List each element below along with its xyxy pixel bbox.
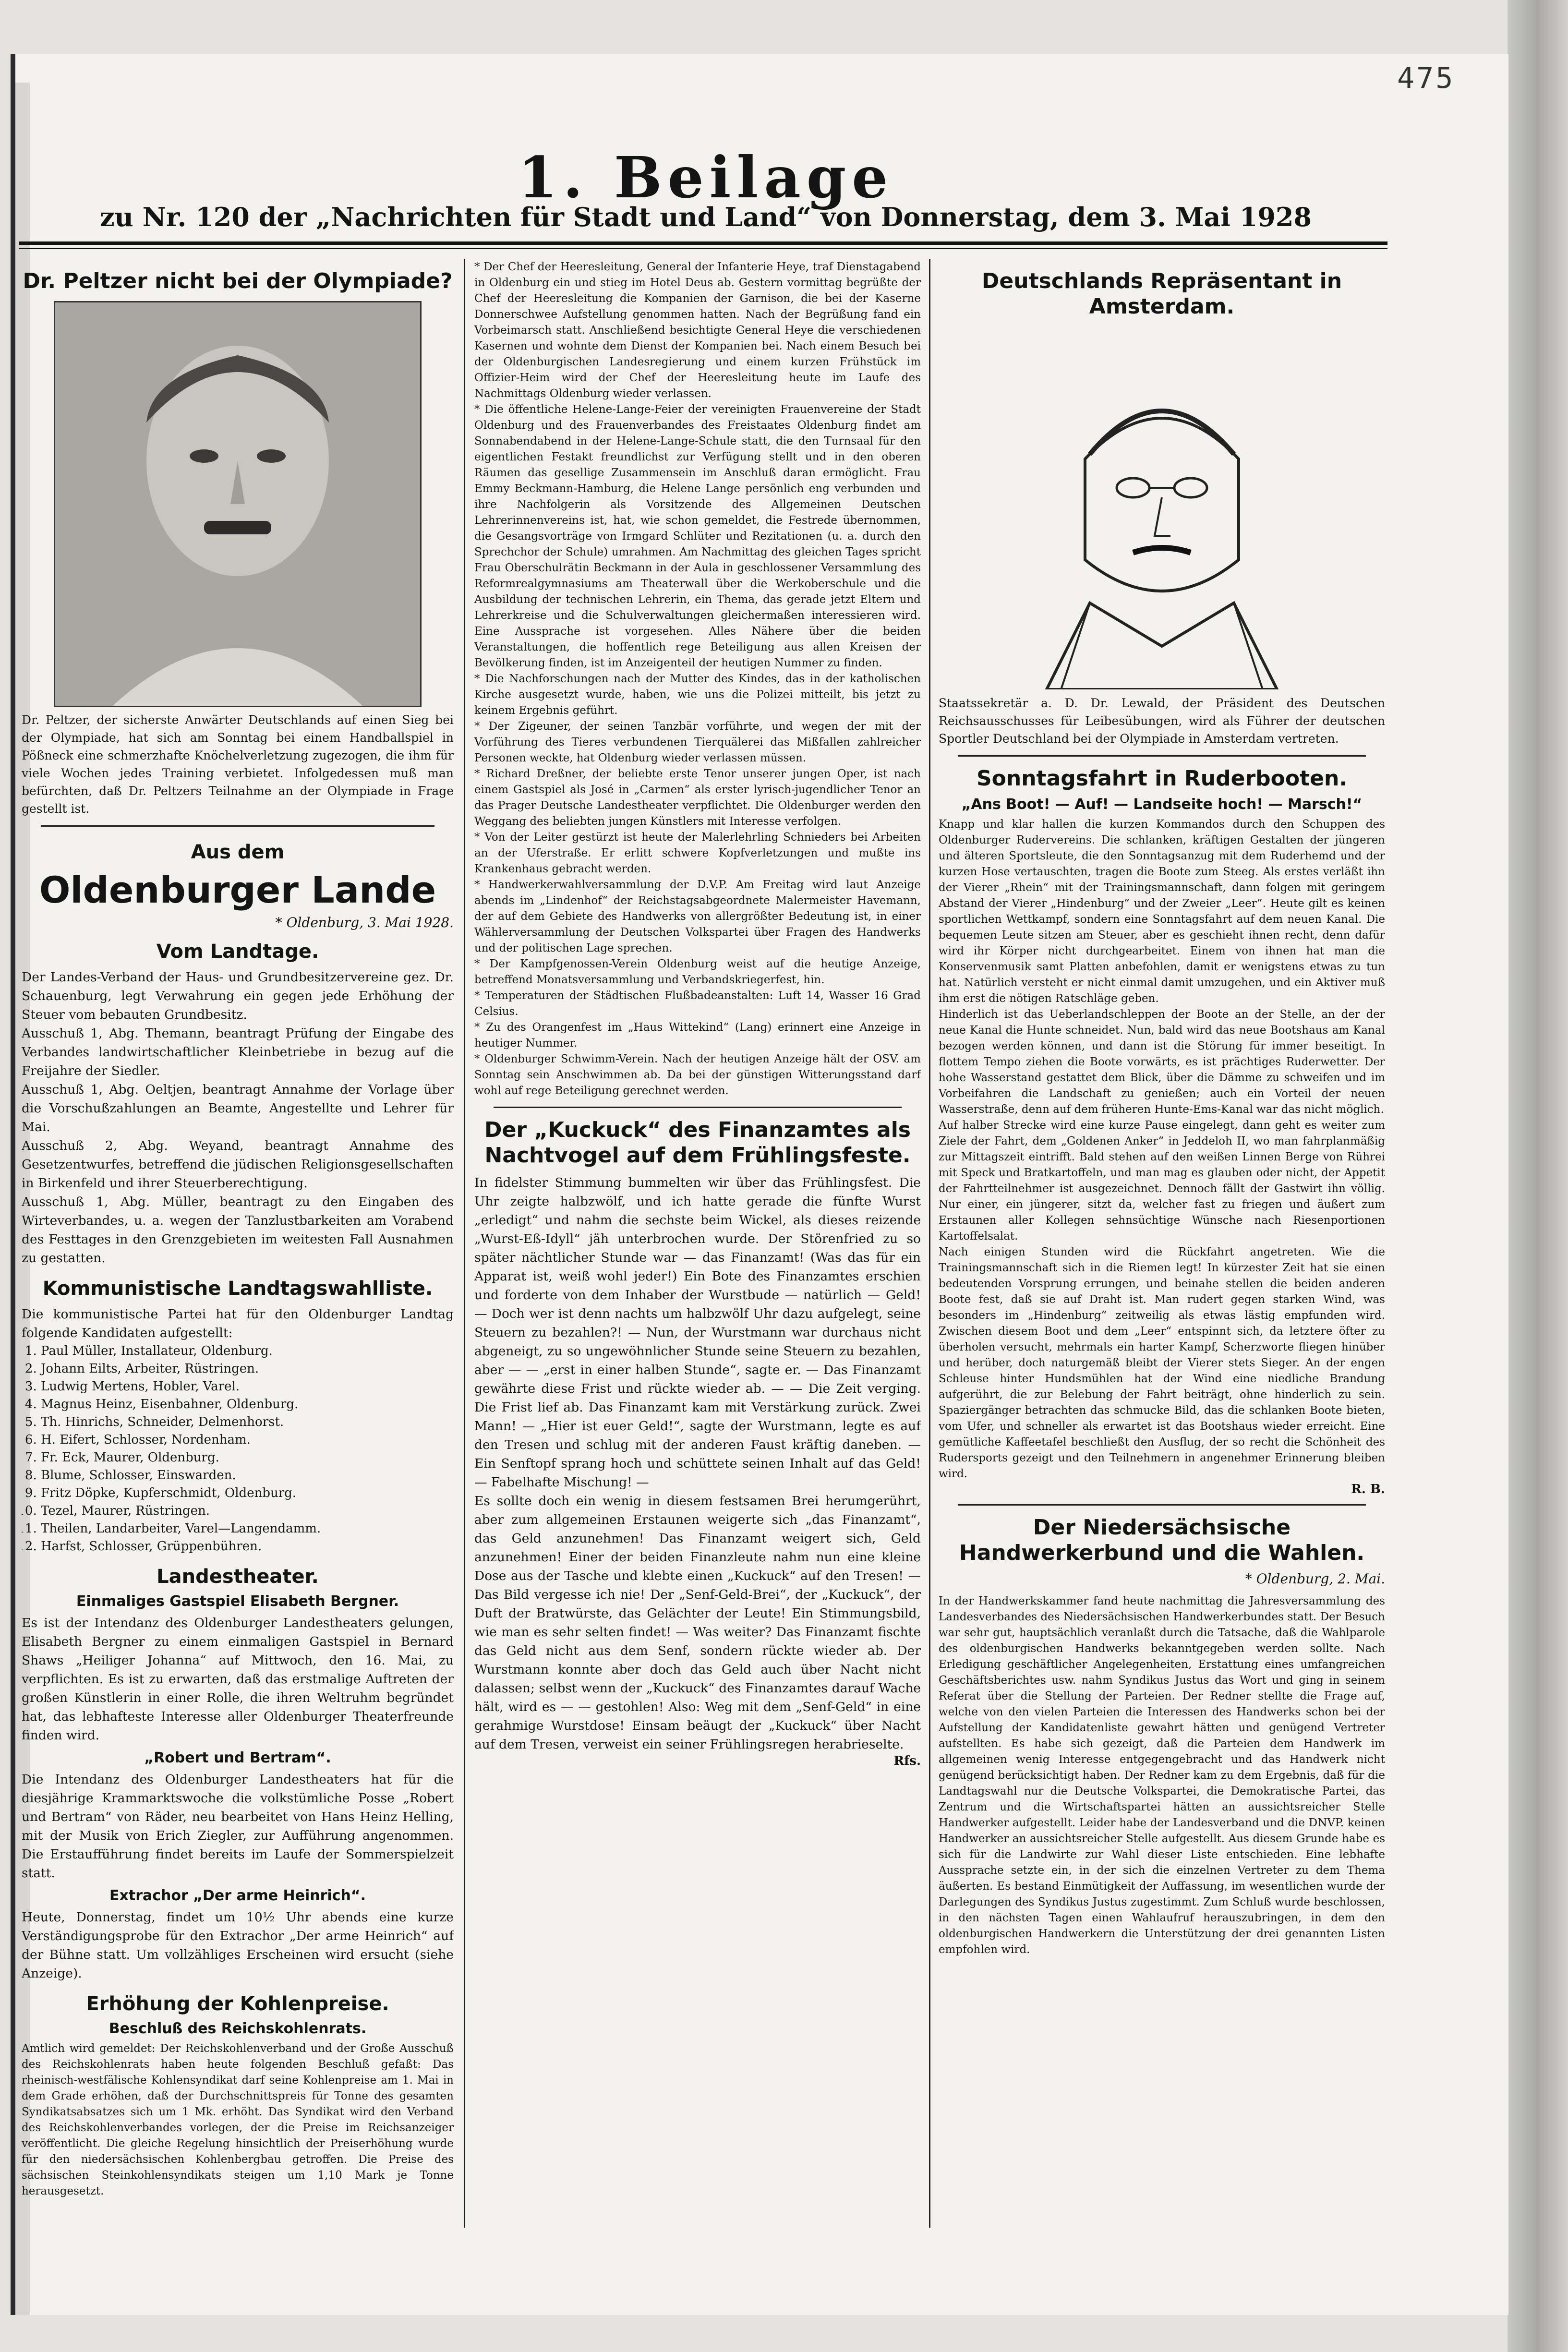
article-headline: Kommunistische Landtagswahlliste. <box>42 1277 433 1300</box>
article-paragraph: In fidelster Stimmung bummelten wir über das Frühlingsfest. Die Uhr zeigte halbzwölf, und ich hatte gerade die fünfte Wurst „erledigt“ und nahm die sechste beim Wickel, als dieses reizende „Wurst-Eß-Idyll“ jäh unterbrochen wurde. Der Störenfried zu so später nächtlicher Stunde war — das Finanzamt! (Was das für ein Apparat ist, weiß wohl jeder!) Ein Bote des Finanzamtes erschien und forderte von dem Inhaber der Wurstbude — natürlich — Geld! — Doch wer ist denn nachts um halbzwölf Uhr dazu aufgelegt, seine Steuern zu bezahlen?! — Nun, der Wurstmann war durchaus nicht abgeneigt, zu so ungewöhnlicher Stunde seine Steuern zu bezahlen, aber — — „erst in einer halben Stunde“, sagte er. — Das Finanzamt gewährte diese Frist und rückte wieder ab. — — Die Zeit verging. Die Frist lief ab. Das Finanzamt kam mit Verstärkung zurück. Zwei Mann! — „Hier ist euer Geld!“, sagte der Wurstmann, legte es auf den Tresen und schlug mit der anderen Faust kräftig daneben. — Ein Senftopf sprang hoch und schüttete seinen Inhalt auf das Geld! — Fabelhafte Mischung! — <box>474 1175 921 1490</box>
list-item: 4. Magnus Heinz, Eisenbahner, Oldenburg. <box>41 1396 454 1413</box>
column-divider <box>929 259 930 2228</box>
article-headline: Sonntagsfahrt in Ruderbooten. <box>976 766 1348 791</box>
article-paragraph: * Handwerkerwahlversammlung der D.V.P. Am Freitag wird laut Anzeige abends im „Lindenhof“ der Reichstagsabgeordnete Malermeister Havemann, der auf dem Gebiete des Handwerks von allergrößter Bedeutung ist, in einer Wählerversammlung der Deutschen Volkspartei über Fragen des Handwerks und der politischen Lage sprechen. <box>474 879 921 954</box>
section-title: Oldenburger Lande <box>39 868 436 911</box>
article-paragraph: * Oldenburger Schwimm-Verein. Nach der heutigen Anzeige hält der OSV. am Sonntag sein Anschwimmen ab. Da bei der günstigen Witterungsstand darf wohl auf rege Beteiligung gerechnet werden. <box>474 1053 921 1097</box>
article-paragraph: Es ist der Intendanz des Oldenburger Landestheaters gelungen, Elisabeth Bergner zu einem einmaligen Gastspiel in Bernard Shaws „Heiliger Johanna“ auf Mittwoch, den 16. Mai, zu verpflichten. Es ist zu erwarten, daß das erstmalige Auftreten der großen Künstlerin in einer Rolle, die ihren Weltruhm begründet hat, das lebhafteste Interesse aller Oldenburger Theaterfreunde finden wird. <box>22 1615 454 1743</box>
article-paragraph: Auf halber Strecke wird eine kurze Pause eingelegt, dann geht es weiter zum Ziele der Fahrt, dem „Goldenen Anker“ in Jeddeloh II, wo man fahrplanmäßig zur Mittagszeit eintrifft. Bald stehen auf den weißen Linnen Berge von Rührei mit Speck und Bratkartoffeln, und man mag es glauben oder nicht, der Appetit der Fahrtteilnehmer ist ausgezeichnet. Dennoch fällt der Gastwirt ihn völlig. Nur einer, ein jüngerer, sitzt da, welcher fast zu friegen und äußert zum Erstaunen aller Kollegen sehnsüchtige Wünsche nach Riesenportionen Kartoffelsalat. <box>939 1119 1385 1243</box>
article-subheadline: Beschluß des Reichskohlenrats. <box>109 2020 367 2037</box>
article-paragraph: * Temperaturen der Städtischen Flußbadeanstalten: Luft 14, Wasser 16 Grad Celsius. <box>474 989 921 1018</box>
portrait-image <box>55 302 420 706</box>
article-subheadline: „Ans Boot! — Auf! — Landseite hoch! — Marsch!“ <box>961 796 1363 813</box>
portrait-photo-peltzer <box>54 301 422 707</box>
book-spine-edge <box>1508 0 1568 2352</box>
list-item: 3. Ludwig Mertens, Hobler, Varel. <box>41 1378 454 1396</box>
candidate-list <box>22 1342 454 1556</box>
list-item: 10. Tezel, Maurer, Rüstringen. <box>41 1502 454 1520</box>
article-subheadline: „Robert und Bertram“. <box>144 1749 331 1766</box>
page-number: 475 <box>1397 61 1455 95</box>
list-item: 5. Th. Hinrichs, Schneider, Delmenhorst. <box>41 1413 454 1431</box>
article-headline: Dr. Peltzer nicht bei der Olympiade? <box>23 269 453 293</box>
author-signature: Rfs. <box>893 1753 921 1768</box>
sketch-image <box>989 334 1335 689</box>
article-paragraph: Knapp und klar hallen die kurzen Kommandos durch den Schuppen des Oldenburger Rudervereins. Die schlanken, kräftigen Gestalten der jüngeren und älteren Sportsleute, die den Sonntagsanzug mit dem Ruderhemd und der kurzen Hose vertauschten, tragen die Boote zum Steeg. Als erstes verläßt ihn der Vierer „Rhein“ mit der Trainingsmannschaft, dann folgen mit geringem Abstand der Vierer „Hindenburg“ und der Zweier „Leer“. Heute gilt es keinen sportlichen Wettkampf, sondern eine Sonntagsfahrt auf dem neuen Kanal. Die bequemen Leute sitzen am Steuer, aber es geschieht ihnen recht, denn dafür wird ihr Körper nicht durchgearbeitet. Einem von ihnen hat man die Konservenmusik samt Platten anbefohlen, damit er wenigstens etwas zu tun hat. Natürlich versteht er nicht einmal damit umzugehen, und ein Aktiver muß ihm erst die nötigen Ratschläge geben. <box>939 818 1385 1005</box>
article-paragraph: Es sollte doch ein wenig in diesem festsamen Brei herumgerührt, aber zum allgemeinen Erstaunen weigerte sich „das Finanzamt“, das Geld anzunehmen! Das Finanzamt weigert sich, Geld anzunehmen! Einer der beiden Finanzleute nahm nun eine kleine Dose aus der Tasche und klebte einen „Kuckuck“ auf den Tresen! — Das Bild vergesse ich nie! Der „Senf-Geld-Brei“, der „Kuckuck“, der Duft der Bratwürste, das Gelächter der Leute! Ein Stimmungsbild, wie man es sehr selten findet! — Was weiter? Das Finanzamt fischte das Geld nicht aus dem Senf, sondern rückte wieder ab. Der Wurstmann konnte aber doch das Geld auch über Nacht nicht dalassen; selbst wenn der „Kuckuck“ des Finanzamtes darauf Wache hält, wird es — — gestohlen! Also: Weg mit dem „Senf-Geld“ in eine gerahmige Wurstdose! Einsam beäugt der „Kuckuck“ über Nacht auf dem Tresen, verweist ein seiner Frühlingsregen herabrieselte. <box>474 1493 921 1752</box>
list-item: 2. Johann Eilts, Arbeiter, Rüstringen. <box>41 1360 454 1378</box>
list-item: 12. Harfst, Schlosser, Grüppenbühren. <box>41 1538 454 1556</box>
article-paragraph: Hinderlich ist das Ueberlandschleppen der Boote an der Stelle, an der der neue Kanal die Hunte schneidet. Nun, bald wird das neue Bootshaus am Kanal bezogen werden können, und dann ist die Störung für immer beseitigt. In flottem Tempo ziehen die Boote vorwärts, es ist prächtiges Ruderwetter. Der hohe Wasserstand gestattet dem Blick, über die Dämme zu schweifen und im Vorbeifahren die Landschaft zu genießen; auch ein Vorteil der neuen Wasserstraße, denn auf dem früheren Hunte-Ems-Kanal war das nicht möglich. <box>939 1008 1385 1116</box>
masthead-rule-thin <box>19 248 1387 249</box>
masthead-subtitle: zu Nr. 120 der „Nachrichten für Stadt und Land“ von Donnerstag, dem 3. Mai 1928 <box>99 202 1312 232</box>
list-item: 9. Fritz Döpke, Kupferschmidt, Oldenburg. <box>41 1484 454 1502</box>
article-paragraph: * Zu des Orangenfest im „Haus Wittekind“ (Lang) erinnert eine Anzeige in heutiger Nummer. <box>474 1021 921 1049</box>
list-item: 6. H. Eifert, Schlosser, Nordenham. <box>41 1431 454 1449</box>
article-headline: Landestheater. <box>157 1565 319 1588</box>
article-paragraph: Die kommunistische Partei hat für den Oldenburger Landtag folgende Kandidaten aufgestellt: <box>22 1306 454 1340</box>
article-headline: Der „Kuckuck“ des Finanzamtes als Nachtvogel auf dem Frühlingsfeste. <box>484 1118 911 1168</box>
sketch-caption: Staatssekretär a. D. Dr. Lewald, der Präsident des Deutschen Reichsausschusses für Leibesübungen, wird als Führer der deutschen Sportler Deutschland bei der Olympiade in Amsterdam vertreten. <box>939 696 1385 746</box>
article-paragraph: * Von der Leiter gestürzt ist heute der Malerlehrling Schnieders bei Arbeiten an der Uferstraße. Er erlitt schwere Kopfverletzungen und mußte ins Krankenhaus gebracht werden. <box>474 831 921 875</box>
article-paragraph: * Der Zigeuner, der seinen Tanzbär vorführte, und wegen der mit der Vorführung des Tieres verbundenen Tierquälerei das Mißfallen zahlreicher Personen weckte, hat Oldenburg wieder verlassen müssen. <box>474 720 921 764</box>
section-kicker: Aus dem <box>191 841 285 863</box>
article-paragraph: * Die Nachforschungen nach der Mutter des Kindes, das in der katholischen Kirche ausgesetzt wurde, haben, wie uns die Polizei mitteilt, bis jetzt zu keinem Ergebnis geführt. <box>474 673 921 717</box>
article-paragraph: Ausschuß 1, Abg. Müller, beantragt zu den Eingaben des Wirteverbandes, u. a. wegen der Tanzlustbarkeiten am Vorabend des Festtages in den Grenzgebieten im weitesten Fall Ausnahmen zu gestatten. <box>22 1194 454 1266</box>
article-paragraph: * Der Chef der Heeresleitung, General der Infanterie Heye, traf Dienstagabend in Oldenburg ein und stieg im Hotel Deus ab. Gestern vormittag begrüßte der Chef der Heeresleitung die Kompanien der Garnison, die bei der Kaserne Donnerschwee Aufstellung genommen hatten. Nach der Begrüßung fand ein Vorbeimarsch statt. Anschließend besichtigte General Heye die verschiedenen Kasernen und wohnte dem Dienst der Kompanien bei. Nach einem Besuch bei der Oldenburgischen Landesregierung und einem kurzen Frühstück im Offizier-Heim wird der Chef der Heeresleitung heute im Laufe des Nachmittags Oldenburg wieder verlassen. <box>474 261 921 400</box>
masthead-rule <box>19 241 1387 245</box>
article-paragraph: Der Landes-Verband der Haus- und Grundbesitzervereine gez. Dr. Schauenburg, legt Verwahrung ein gegen jede Erhöhung der Steuer vom bebauten Grundbesitz. <box>22 969 454 1022</box>
list-item: 8. Blume, Schlosser, Einswarden. <box>41 1467 454 1484</box>
article-paragraph: Amtlich wird gemeldet: Der Reichskohlenverband und der Große Ausschuß des Reichskohlenrats haben heute folgenden Beschluß gefaßt: Das rheinisch-westfälische Kohlensyndikat darf seine Kohlenpreise am 1. Mai in dem Grade erhöhen, daß der Durchschnittspreis für Tonne des gesamten Syndikatsabsatzes sich um 1 Mk. erhöht. Das Syndikat wird den Verband des Reichskohlenverbandes vorlegen, der die Preise im Reichsanzeiger veröffentlicht. Die gleiche Regelung hinsichtlich der Preiserhöhung wurde für den niedersächsischen Kohlenbergbau getroffen. Die Preise des sächsischen Steinkohlensyndikats steigen um 1,10 Mark je Tonne herausgesetzt. <box>22 2042 454 2197</box>
article-paragraph: Ausschuß 1, Abg. Themann, beantragt Prüfung der Eingabe des Verbandes landwirtschaftlicher Kleinbetriebe in bezug auf die Freijahre der Siedler. <box>22 1025 454 1078</box>
article-headline: Vom Landtage. <box>156 940 319 963</box>
article-paragraph: Ausschuß 1, Abg. Oeltjen, beantragt Annahme der Vorlage über die Vorschußzahlungen an Beamte, Angestellte und Lehrer für Mai. <box>22 1082 454 1134</box>
article-paragraph: Nach einigen Stunden wird die Rückfahrt angetreten. Wie die Trainingsmannschaft sich in die Riemen legt! In kürzester Zeit hat sie einen bedeutenden Vorsprung errungen, und beinahe stellen die beiden anderen Boote fest, daß sie auf Draht ist. Man rudert gegen starken Wind, was besonders im „Hindenburg“ zeitweilig als etwas lästig empfunden wird. Zwischen diesem Boot und dem „Leer“ entspinnt sich, da letztere öfter zu überholen versucht, mehrmals ein harter Kampf, Scherzworte fliegen hinüber und herüber, doch naturgemäß bleibt der Vierer stets Sieger. An der engen Schleuse hinter Hundsmühlen hat der Wind eine niedliche Brandung aufgerührt, die zur Belebung der Fahrt beiträgt, ohne hinderlich zu sein. Spaziergänger betrachten das schmucke Bild, das die schlanken Boote bieten, vom Ufer, und schneller als erwartet ist das Bootshaus wieder erreicht. Eine gemütliche Kaffeetafel beschließt den Ausflug, der so recht die Schönheit des Rudersports gezeigt und den Teilnehmern in angenehmer Erinnerung bleiben wird. <box>939 1246 1385 1481</box>
portrait-sketch-lewald <box>989 334 1335 689</box>
separator <box>41 825 434 827</box>
article-paragraph: Heute, Donnerstag, findet um 10½ Uhr abends eine kurze Verständigungsprobe für den Extrachor „Der arme Heinrich“ auf der Bühne statt. Um vollzähliges Erscheinen wird ersucht (siehe Anzeige). <box>22 1909 454 1981</box>
separator <box>958 755 1366 757</box>
list-item: 7. Fr. Eck, Maurer, Oldenburg. <box>41 1449 454 1467</box>
separator <box>958 1504 1366 1506</box>
list-item: 11. Theilen, Landarbeiter, Varel—Langendamm. <box>41 1520 454 1538</box>
masthead-title: 1. Beilage <box>518 144 894 211</box>
article-subheadline: Extrachor „Der arme Heinrich“. <box>109 1887 366 1904</box>
article-paragraph: In der Handwerkskammer fand heute nachmittag die Jahresversammlung des Landesverbandes des Niedersächsischen Handwerkerbundes statt. Der Besuch war sehr gut, hauptsächlich veranlaßt durch die Tatsache, daß die Wahlparole des oldenburgischen Handwerks bekanntgegeben werden sollte. Nach Erledigung geschäftlicher Angelegenheiten, Erstattung eines umfangreichen Geschäftsberichtes usw. nahm Syndikus Justus das Wort und ging in seinem Referat über die Stellung der Parteien. Der Redner stellte die Frage auf, welche von den vielen Parteien die Interessen des Handwerks schon bei der Aufstellung der Kandidatenliste gewahrt hätten und genügend Vertreter aufstellten. Es habe sich gezeigt, daß die Parteien dem Handwerk im allgemeinen wenig Interesse entgegengebracht und das Handwerk nicht genügend berücksichtigt haben. Der Redner kam zu dem Ergebnis, daß für die Landtagswahl nur die Deutsche Volkspartei, die Demokratische Partei, das Zentrum und die Wirtschaftspartei hätten an aussichtsreicher Stelle Handwerker aufgestellt. Leider habe der Landesverband und die DNVP. keinen Handwerker an aussichtsreicher Stelle aufgestellt. Aus diesem Grunde habe es sich für die Landwirte zur Wahl dieser Liste entschieden. Eine lebhafte Aussprache setzte ein, in der sich die einzelnen Vertreter zu dem Thema äußerten. Es bestand Einmütigkeit der Auffassung, im wesentlichen wurde der Darlegungen des Syndikus Justus zugestimmt. Zum Schluß wurde beschlossen, in den nächsten Tagen einen Wahlaufruf herauszubringen, in dem den oldenburgischen Handwerkern die Unterstützung der drei genannten Listen empfohlen wird. <box>939 1594 1385 1956</box>
author-signature: R. B. <box>1351 1482 1385 1497</box>
dateline: * Oldenburg, 3. Mai 1928. <box>275 914 454 930</box>
column-divider <box>464 259 465 2228</box>
column-middle <box>474 259 921 2228</box>
separator <box>494 1107 902 1108</box>
article-paragraph: * Die öffentliche Helene-Lange-Feier der vereinigten Frauenvereine der Stadt Oldenburg und des Frauenverbandes des Freistaates Oldenburg findet am Sonnabendabend in der Helene-Lange-Schule statt, die den Turnsaal für den eigentlichen Festakt freundlichst zur Verfügung stellt und in den oberen Räumen das gesellige Zusammensein im Anschluß daran ermöglicht. Frau Emmy Beckmann-Hamburg, die Helene Lange persönlich eng verbunden und ihre Nachfolgerin als Vorsitzende des Allgemeinen Deutschen Lehrerinnenvereins ist, hat, wie schon gemeldet, die Festrede übernommen, die Gesangsvorträge von Irmgard Schlüter und Rezitationen (u. a. durch den Sprechchor der Schule) umrahmen. Am Nachmittag des gleichen Tages spricht Frau Oberschulrätin Beckmann in der Aula in geschlossener Versammlung des Reformrealgymnasiums am Theaterwall über die Werkoberschule und die Ausbildung der technischen Lehrerin, ein Thema, das gerade jetzt Eltern und Lehrerkreise und die Schulverwaltungen gleichermaßen interessieren wird. Eine Aussprache ist vorgesehen. Alles Nähere über die beiden Veranstaltungen, die hoffentlich rege Beteiligung aus allen Kreisen der Bevölkerung finden, ist im Anzeigenteil der heutigen Nummer zu finden. <box>474 403 921 669</box>
dateline: * Oldenburg, 2. Mai. <box>1245 1570 1385 1587</box>
article-paragraph: Die Intendanz des Oldenburger Landestheaters hat für die diesjährige Krammarktswoche die volkstümliche Posse „Robert und Bertram“ von Räder, neu bearbeitet von Hans Heinz Helling, mit der Musik von Erich Ziegler, zur Aufführung angenommen. Die Erstaufführung findet bereits im Laufe der Sommerspielzeit statt. <box>22 1772 454 1881</box>
column-right <box>939 259 1385 2228</box>
article-headline: Der Niedersächsische Handwerkerbund und die Wahlen. <box>959 1515 1365 1566</box>
article-headline: Deutschlands Repräsentant in Amsterdam. <box>981 269 1342 319</box>
photo-caption: Dr. Peltzer, der sicherste Anwärter Deutschlands auf einen Sieg bei der Olympiade, hat sich am Sonntag bei einem Handballspiel in Pößneck eine schmerzhafte Knöchelverletzung zugezogen, die ihm für viele Wochen jedes Training verbietet. Infolgedessen muß man befürchten, daß Dr. Peltzers Teilnahme an der Olympiade in Frage gestellt ist. <box>22 712 454 816</box>
article-subheadline: Einmaliges Gastspiel Elisabeth Bergner. <box>76 1592 399 1610</box>
article-paragraph: * Der Kampfgenossen-Verein Oldenburg weist auf die heutige Anzeige, betreffend Monatsversammlung und Verbandskriegerfest, hin. <box>474 958 921 986</box>
column-left <box>22 259 454 2228</box>
article-paragraph: Ausschuß 2, Abg. Weyand, beantragt Annahme des Gesetzentwurfes, betreffend die jüdischen Religionsgesellschaften in Birkenfeld und ihrer Steuerberechtigung. <box>22 1138 454 1191</box>
article-headline: Erhöhung der Kohlenpreise. <box>86 1992 389 2015</box>
article-paragraph: * Richard Dreßner, der beliebte erste Tenor unserer jungen Oper, ist nach einem Gastspiel als José in „Carmen“ als erster lyrisch-jugendlicher Tenor an das Prager Deutsche Landestheater verpflichtet. Die Oldenburger werden den Weggang des beliebten jungen Künstlers mit Interesse verfolgen. <box>474 768 921 828</box>
list-item: 1. Paul Müller, Installateur, Oldenburg. <box>41 1342 454 1360</box>
